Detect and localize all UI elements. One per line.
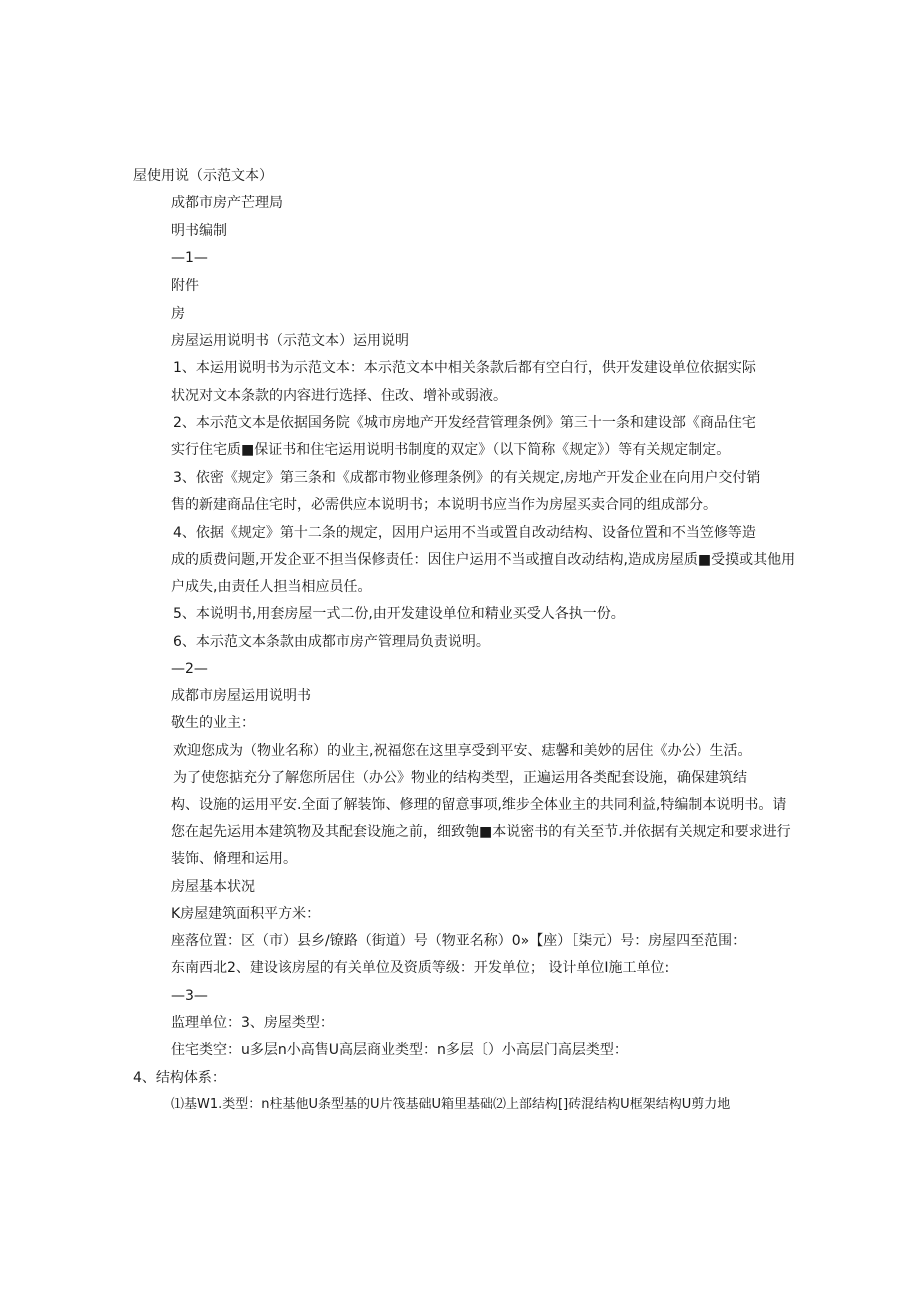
form-line: 座落位置：区（市）县乡/镣路（街道）号（物亚名称）0»【座）［柒元）号：房屋四至范围： (171, 933, 747, 949)
doc-title-fragment: 屋使用说（示范文本） (133, 168, 273, 184)
manual-title: 成都市房屋运用说明书 (171, 688, 311, 704)
paragraph-line: 4、依据《规定》第十二条的规定，因用户运用不当或置自改动结构、设备位置和不当笠修等造 (173, 525, 756, 541)
paragraph-line: 1、本运用说明书为示范文本：本示范文本中相关条款后都有空白行，供开发建设单位依据实际 (173, 360, 756, 376)
paragraph-line: 您在起先运用本建筑物及其配套设施之前，细致匏■本说密书的有关至节.并依据有关规定和要求进行 (171, 824, 791, 840)
page-number-2: —2— (171, 661, 208, 677)
compiled-line: 明书编制 (171, 223, 227, 239)
paragraph-line: 构、设施的运用平安.全面了解装饰、修理的留意事项,维步全体业主的共同利益,特编制本说明书。请 (171, 797, 787, 813)
paragraph-line: 欢迎您成为（物业名称）的业主,祝福您在这里享受到平安、痣馨和美妙的居住《办公）生活。 (173, 743, 752, 759)
paragraph-line: 为了使您掂充分了解您所居住（办公》物业的结构类型，正遍运用各类配套设施，确保建筑结 (173, 770, 747, 786)
paragraph-line: 5、本说明书,用套房屋一式二份,由开发建设单位和精业买受人各执一份。 (173, 606, 625, 622)
paragraph-line: 售的新建商品住宅时，必需供应本说明书；本说明书应当作为房屋买卖合同的组成部分。 (171, 497, 717, 513)
paragraph-line: 3、依密《规定》第三条和《成都市物业修理条例》的有关规定,房地产开发企业在向用户交付销 (173, 470, 761, 486)
section-heading: 房屋基本状况 (171, 879, 255, 895)
paragraph-line: 成的质费问题,开发企亚不担当保修责任：因住户运用不当或擅自改动结构,造成房屋质■受摸或其他用 (171, 552, 796, 568)
form-line: K房屋建筑面积平方米： (171, 906, 321, 922)
form-line: 监理单位：3、房屋类型： (171, 1015, 334, 1031)
form-line: 东南西北2、建设该房屋的有关单位及资质等级：开发单位； 设计单位I施工单位: (171, 960, 670, 976)
paragraph-line: 户成失,由责任人担当相应员任。 (171, 579, 372, 595)
section-heading: 4、结构体系： (133, 1070, 226, 1086)
attachment-label: 附件 (171, 278, 199, 294)
form-line: ⑴基W1.类型：n柱基他U条型基的U片筏基础U箱里基础⑵上部结构[]砖混结构U框架结构U剪力地 (171, 1097, 731, 1112)
paragraph-line: 6、本示范文本条款由成都市房产管理局负责说明。 (173, 634, 490, 650)
paragraph-line: 状况对文本条款的内容进行选择、住改、增补或弱液。 (171, 388, 507, 404)
form-line: 住宅类空：u多层n小高售U高层商业类型：n多层〔）小高层门高层类型： (171, 1042, 628, 1058)
section-title: 房屋运用说明书（示范文本）运用说明 (171, 333, 409, 349)
issuer-line: 成都市房产芒理局 (171, 195, 283, 211)
salutation: 敬生的业主： (171, 715, 255, 731)
page-number-3: —3— (171, 988, 208, 1004)
paragraph-line: 实行住宅质■保证书和住宅运用说明书制度的双定》（以下简称《规定》）等有关规定制定。 (171, 442, 731, 458)
fragment-line: 房 (171, 306, 185, 322)
page-number-1: —1— (171, 250, 208, 266)
paragraph-line: 2、本示范文本是依据国务院《城市房地产开发经营管理条例》第三十一条和建设部《商品住宅 (173, 415, 756, 431)
paragraph-line: 装饰、脩理和运用。 (171, 851, 297, 867)
